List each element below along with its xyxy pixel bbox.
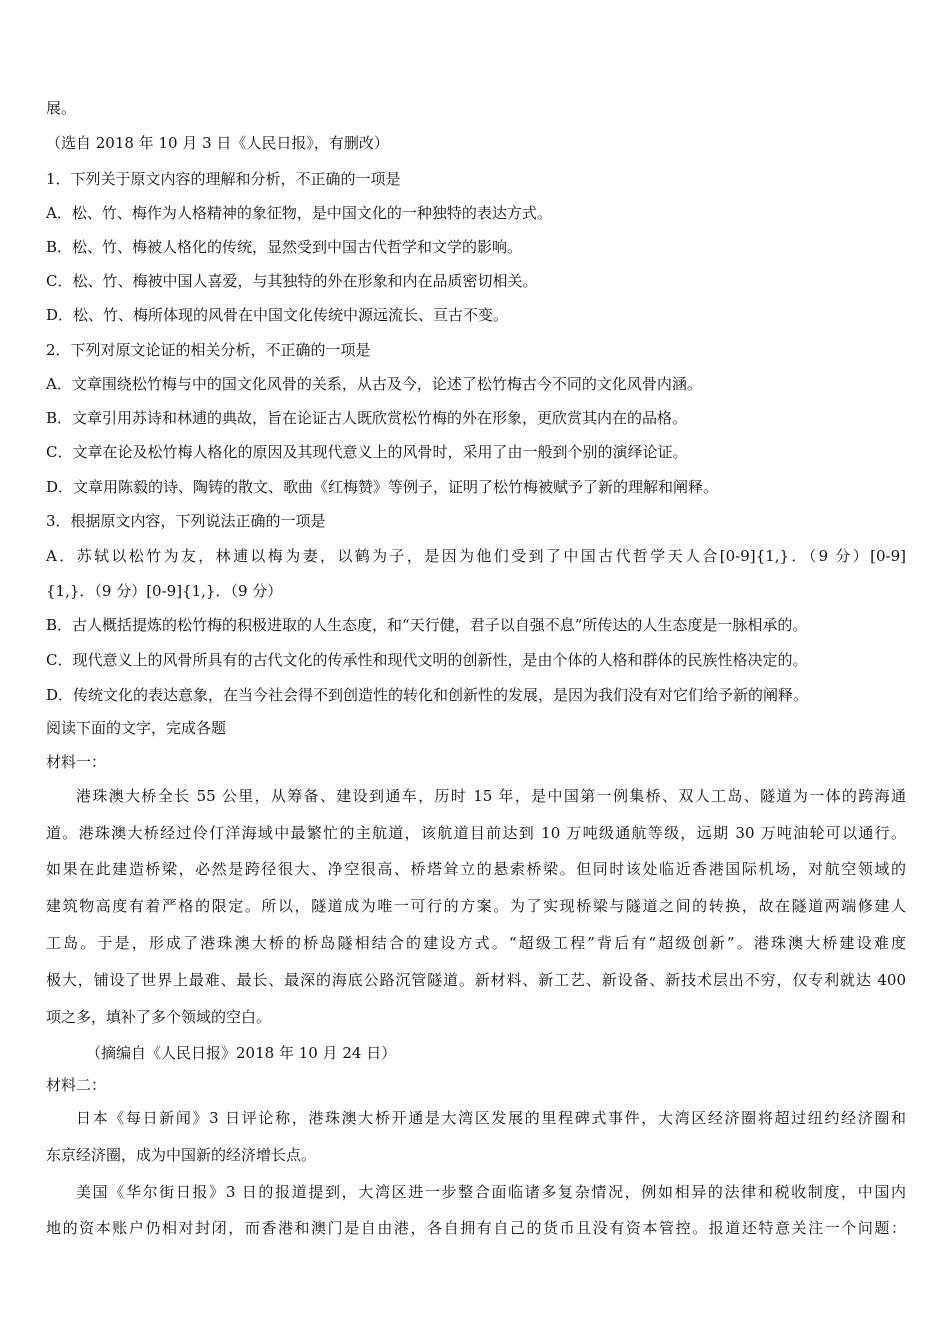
question-2-option-c: C．文章在论及松竹梅人格化的原因及其现代意义上的风骨时，采用了由一般到个别的演绎论证。 <box>46 443 688 461</box>
question-1-option-d: D．松、竹、梅所体现的风骨在中国文化传统中源远流长、亘古不变。 <box>46 306 509 324</box>
material-1-label: 材料一： <box>46 753 107 771</box>
question-3-option-a-line1: A．苏轼以松竹为友，林逋以梅为妻，以鹤为子，是因为他们受到了中国古代哲学天人合[0-9]{1,}．（9 分）[0-9] <box>46 547 906 565</box>
material-2-label: 材料二： <box>46 1076 107 1094</box>
question-3-option-d: D．传统文化的表达意象，在当今社会得不到创造性的转化和创新性的发展，是因为我们没有对它们给予新的阐释。 <box>46 686 809 704</box>
question-3-option-b: B．古人概括提炼的松竹梅的积极进取的人生态度，和“天行健，君子以自强不息”所传达的人生态度是一脉相承的。 <box>46 616 808 634</box>
question-2-option-d: D．文章用陈毅的诗、陶铸的散文、歌曲《红梅赞》等例子，证明了松竹梅被赋予了新的理解和阐释。 <box>46 478 719 496</box>
question-3-option-c: C．现代意义上的风骨所具有的古代文化的传承性和现代文明的创新性，是由个体的人格和群体的民族性格决定的。 <box>46 651 808 669</box>
passage-source: （选自 2018 年 10 月 3 日《人民日报》，有删改） <box>46 134 389 152</box>
material-1-line: 工岛。于是，形成了港珠澳大桥的桥岛隧相结合的建设方式。“超级工程”背后有“超级创新”。港珠澳大桥建设难度 <box>46 934 906 952</box>
question-1-stem: 1．下列关于原文内容的理解和分析，不正确的一项是 <box>46 170 401 188</box>
material-2-p1-line: 日本《每日新闻》3 日评论称，港珠澳大桥开通是大湾区发展的里程碑式事件，大湾区经济圈将超过纽约经济圈和 <box>76 1109 906 1127</box>
reading-instruction: 阅读下面的文字，完成各题 <box>46 719 227 737</box>
question-1-option-a: A．松、竹、梅作为人格精神的象征物，是中国文化的一种独特的表达方式。 <box>46 204 552 222</box>
material-1-line: 项之多，填补了多个领域的空白。 <box>46 1008 272 1026</box>
material-1-source: （摘编自《人民日报》2018 年 10 月 24 日） <box>86 1044 397 1062</box>
question-2-option-b: B．文章引用苏诗和林逋的典故，旨在论证古人既欣赏松竹梅的外在形象，更欣赏其内在的品格。 <box>46 409 688 427</box>
material-2-p2-line: 地的资本账户仍相对封闭，而香港和澳门是自由港，各自拥有自己的货币且没有资本管控。报道还特意关注一个问题： <box>46 1219 906 1237</box>
question-1-option-b: B．松、竹、梅被人格化的传统，显然受到中国古代哲学和文学的影响。 <box>46 238 523 256</box>
material-2-p1-line: 东京经济圈，成为中国新的经济增长点。 <box>46 1146 317 1164</box>
material-1-line: 极大，铺设了世界上最难、最长、最深的海底公路沉管隧道。新材料、新工艺、新设备、新技术层出不穷，仅专利就达 400 <box>46 971 906 989</box>
question-2-option-a: A．文章围绕松竹梅与中的国文化风骨的关系，从古及今，论述了松竹梅古今不同的文化风骨内涵。 <box>46 375 702 393</box>
material-1-line: 建筑物高度有着严格的限定。所以，隧道成为唯一可行的方案。为了实现桥梁与隧道之间的转换，故在隧道两端修建人 <box>46 897 906 915</box>
question-1-option-c: C．松、竹、梅被中国人喜爱，与其独特的外在形象和内在品质密切相关。 <box>46 272 538 290</box>
material-1-line: 道。港珠澳大桥经过伶仃洋海域中最繁忙的主航道，该航道目前达到 10 万吨级通航等级，远期 30 万吨油轮可以通行。 <box>46 824 906 842</box>
material-1-line: 港珠澳大桥全长 55 公里，从筹备、建设到通车，历时 15 年，是中国第一例集桥、双人工岛、隧道为一体的跨海通 <box>76 787 906 805</box>
question-2-stem: 2．下列对原文论证的相关分析，不正确的一项是 <box>46 341 371 359</box>
question-3-stem: 3．根据原文内容，下列说法正确的一项是 <box>46 512 326 530</box>
passage-last-line: 展。 <box>46 99 77 117</box>
material-2-p2-line: 美国《华尔街日报》3 日的报道提到，大湾区进一步整合面临诸多复杂情况，例如相异的法律和税收制度，中国内 <box>76 1183 906 1201</box>
material-1-line: 如果在此建造桥梁，必然是跨径很大、净空很高、桥塔耸立的悬索桥梁。但同时该处临近香港国际机场，对航空领域的 <box>46 860 906 878</box>
question-3-option-a-line2: {1,}．（9 分）[0-9]{1,}．（9 分） <box>46 582 283 600</box>
